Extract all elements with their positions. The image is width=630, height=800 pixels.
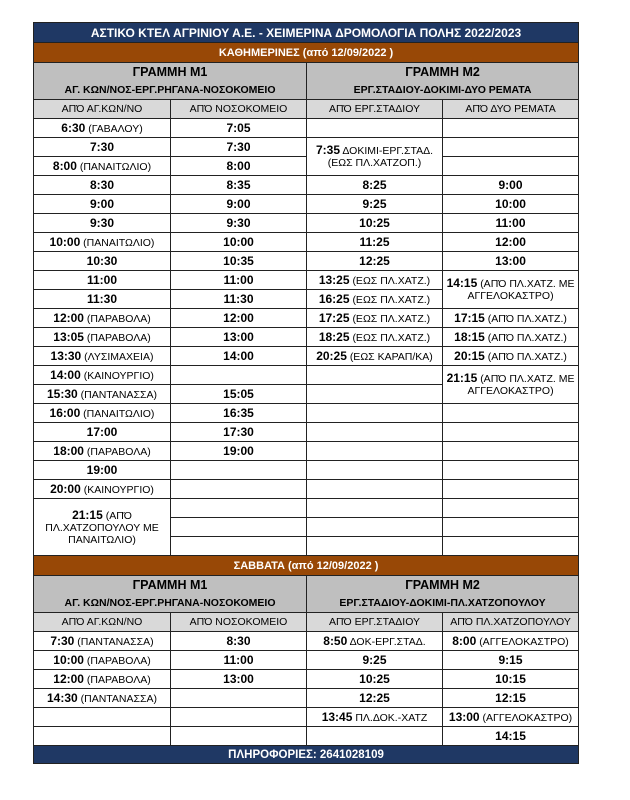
departure-cell [307,138,443,176]
departure-time: 12:15 [495,690,526,705]
departure-cell [443,233,579,252]
column-header: ΑΠΌ ΕΡΓ.ΣΤΑΔΙΟΥ [307,100,443,119]
departure-time: 20:15 [454,348,485,363]
table-row [34,708,579,727]
day-header: ΚΑΘΗΜΕΡΙΝΕΣ (από 12/09/2022 ) [34,43,579,63]
departure-cell [171,309,307,328]
line-name: ΓΡΑΜΜΗ Μ1 [34,576,307,595]
departure-note: (ΠΑΝΑΙΤΩΛΙΟ) [83,236,155,249]
departure-note: (ΕΩΣ ΠΛ.ΧΑΤΖ.) [352,331,431,344]
departure-cell [34,176,171,195]
departure-time: 10:25 [359,671,390,686]
table-row [34,214,579,233]
column-header: ΑΠΌ ΝΟΣΟΚΟΜΕΙΟ [171,613,307,632]
departure-time: 8:30 [226,633,251,648]
departure-cell [307,461,443,480]
departure-time: 9:25 [362,652,387,667]
departure-cell [171,461,307,480]
table-row [34,252,579,271]
departure-time: 9:30 [226,215,251,230]
departure-time: 7:05 [226,120,251,135]
departure-cell [34,157,171,176]
departure-cell [34,689,171,708]
departure-cell [307,442,443,461]
table-row [34,727,579,746]
departure-note: (ΚΑΙΝΟΥΡΓΙΟ) [83,369,154,382]
departure-cell [171,632,307,651]
departure-cell [443,195,579,214]
departure-cell [34,727,171,746]
departure-time: 8:50 [323,633,348,648]
departure-cell [34,290,171,309]
departure-cell [307,689,443,708]
departure-note: (ΕΩΣ ΠΛ.ΧΑΤΖ.) [352,293,431,306]
departure-cell [443,518,579,537]
departure-time: 21:15 [72,507,103,522]
departure-time: 20:25 [316,348,347,363]
departure-cell [443,176,579,195]
column-header-row [34,613,579,632]
departure-cell [171,119,307,138]
day-header-row [34,43,579,63]
departure-cell [171,689,307,708]
departure-cell [171,290,307,309]
departure-cell [34,708,171,727]
departure-time: 17:25 [318,310,350,325]
departure-cell [443,309,579,328]
departure-cell [34,461,171,480]
line-route-row [34,594,579,613]
departure-time: 11:00 [86,272,118,287]
departure-cell [307,518,443,537]
departure-cell [34,499,171,556]
departure-cell [34,347,171,366]
departure-time: 16:25 [318,291,350,306]
departure-time: 8:00 [52,158,77,173]
departure-time: 17:30 [223,424,254,439]
departure-time: 17:00 [86,424,118,439]
departure-note: (ΠΑΡΑΒΟΛΑ) [86,445,151,458]
departure-time: 15:05 [223,386,254,401]
departure-cell [443,651,579,670]
departure-time: 6:30 [61,120,86,135]
departure-cell [171,176,307,195]
departure-cell [307,499,443,518]
departure-cell [34,328,171,347]
departure-cell [34,651,171,670]
line-name: ΓΡΑΜΜΗ Μ2 [307,63,579,82]
departure-time: 13:00 [223,671,254,686]
line-route: ΕΡΓ.ΣΤΑΔΙΟΥ-ΔΟΚΙΜΙ-ΠΛ.ΧΑΤΖΟΠΟΥΛΟΥ [307,594,579,613]
departure-cell [443,708,579,727]
departure-cell [171,480,307,499]
departure-cell [307,651,443,670]
departure-cell [443,214,579,233]
departure-time: 8:00 [226,158,251,173]
departure-note: (ΑΓΓΕΛΟΚΑΣΤΡΟ) [479,635,569,648]
page-title: ΑΣΤΙΚΟ ΚΤΕΛ ΑΓΡΙΝΙΟΥ Α.Ε. - ΧΕΙΜΕΡΙΝΑ ΔΡΟΜΟΛΟΓΙΑ ΠΟΛΗΣ 2022/2023 [34,23,579,43]
departure-cell [307,385,443,404]
departure-cell [34,309,171,328]
departure-cell [171,708,307,727]
departure-cell [443,328,579,347]
table-row [34,423,579,442]
departure-cell [171,366,307,385]
line-route: ΑΓ. ΚΩΝ/ΝΟΣ-ΕΡΓ.ΡΗΓΑΝΑ-ΝΟΣΟΚΟΜΕΙΟ [34,81,307,100]
table-row [34,157,579,176]
departure-cell [307,480,443,499]
line-route: ΕΡΓ.ΣΤΑΔΙΟΥ-ΔΟΚΙΜΙ-ΔΥΟ ΡΕΜΑΤΑ [307,81,579,100]
departure-time: 21:15 [446,371,478,385]
departure-time: 11:00 [495,215,526,230]
departure-cell [443,480,579,499]
departure-cell [34,138,171,157]
column-header: ΑΠΌ ΕΡΓ.ΣΤΑΔΙΟΥ [307,613,443,632]
departure-time: 14:00 [50,367,81,382]
departure-cell [171,233,307,252]
departure-time: 14:00 [223,348,254,363]
table-row [34,670,579,689]
departure-note: (ΠΑΝΤΑΝΑΣΣΑ) [77,635,154,648]
departure-time: 8:30 [89,177,115,192]
departure-cell [34,119,171,138]
table-row [34,233,579,252]
table-row [34,651,579,670]
departure-time: 10:00 [223,234,254,249]
departure-cell [443,271,579,309]
departure-cell [443,632,579,651]
departure-cell [307,271,443,290]
departure-note: (ΑΓΓΕΛΟΚΑΣΤΡΟ) [482,711,573,724]
departure-cell [307,632,443,651]
info-phone: ΠΛΗΡΟΦΟΡΙΕΣ: 2641028109 [34,746,579,764]
table-row [34,366,579,385]
departure-cell [443,138,579,157]
departure-cell [171,727,307,746]
departure-cell [443,727,579,746]
departure-time: 9:25 [362,196,387,211]
departure-time: 10:00 [53,652,84,667]
departure-time: 9:00 [226,196,251,211]
departure-cell [34,404,171,423]
departure-cell [307,176,443,195]
line-route-row [34,81,579,100]
departure-note: ΠΛ.ΔΟΚ.-ΧΑΤΖ [355,711,428,724]
departure-time: 7:30 [226,139,251,154]
departure-note: (ΠΑΡΑΒΟΛΑ) [86,312,151,325]
departure-cell [307,290,443,309]
departure-cell [171,499,307,518]
departure-time: 8:35 [226,177,251,192]
table-row [34,271,579,290]
departure-time: 16:35 [223,405,254,420]
departure-cell [443,499,579,518]
departure-cell [171,423,307,442]
title-row [34,23,579,43]
departure-cell [443,537,579,556]
table-row [34,176,579,195]
departure-time: 11:00 [223,272,254,287]
column-header: ΑΠΌ ΔΥΟ ΡΕΜΑΤΑ [443,100,579,119]
departure-cell [171,214,307,233]
departure-note: (ΑΠΌ ΠΛ.ΧΑΤΖ.) [487,350,567,363]
table-row [34,632,579,651]
departure-cell [307,366,443,385]
column-header: ΑΠΌ ΠΛ.ΧΑΤΖΟΠΟΥΛΟΥ [443,613,579,632]
line-name: ΓΡΑΜΜΗ Μ2 [307,576,579,595]
departure-cell [34,423,171,442]
departure-cell [443,119,579,138]
departure-time: 14:15 [495,728,526,743]
line-name-row [34,576,579,595]
departure-cell [443,442,579,461]
departure-time: 18:00 [53,443,84,458]
departure-time: 7:30 [89,139,115,154]
departure-time: 12:25 [359,690,390,705]
departure-cell [171,518,307,537]
departure-note: (ΑΠΌ ΠΛ.ΧΑΤΖ. ΜΕ ΑΓΓΕΛΟΚΑΣΤΡΟ) [467,278,575,302]
departure-cell [443,157,579,176]
departure-time: 13:30 [50,348,82,363]
departure-cell [171,385,307,404]
day-header: ΣΑΒΒΑΤΑ (από 12/09/2022 ) [34,556,579,576]
departure-cell [171,537,307,556]
departure-time: 9:00 [89,196,115,211]
line-route: ΑΓ. ΚΩΝ/ΝΟΣ-ΕΡΓ.ΡΗΓΑΝΑ-ΝΟΣΟΚΟΜΕΙΟ [34,594,307,613]
departure-note: (ΕΩΣ ΠΛ.ΧΑΤΖ.) [352,312,431,325]
departure-time: 13:00 [448,709,480,724]
departure-time: 13:00 [495,253,526,268]
departure-time: 12:00 [53,671,84,686]
table-row [34,347,579,366]
departure-note: (ΑΠΌ ΠΛ.ΧΑΤΖ.) [487,312,567,325]
departure-note: (ΑΠΌ ΠΛ.ΧΑΤΖΟΠΟΥΛΟΥ ΜΕ ΠΑΝΑΙΤΩΛΙΟ) [45,509,159,546]
departure-time: 10:00 [49,234,81,249]
line-name: ΓΡΑΜΜΗ Μ1 [34,63,307,82]
departure-time: 14:30 [47,690,78,705]
departure-time: 13:05 [53,329,84,344]
departure-time: 10:00 [495,196,526,211]
departure-cell [34,233,171,252]
departure-cell [443,404,579,423]
departure-cell [443,423,579,442]
departure-time: 16:00 [49,405,81,420]
departure-time: 7:30 [50,633,75,648]
departure-cell [34,480,171,499]
departure-note: (ΠΑΡΑΒΟΛΑ) [86,654,151,667]
departure-cell [34,442,171,461]
departure-time: 10:15 [495,671,526,686]
departure-note: (ΠΑΡΑΒΟΛΑ) [86,331,151,344]
departure-time: 14:15 [446,276,478,290]
departure-time: 15:30 [47,386,78,401]
timetable [33,22,578,764]
departure-cell [34,271,171,290]
departure-note: (ΑΠΌ ΠΛ.ΧΑΤΖ.) [487,331,567,344]
departure-note: (ΑΠΌ ΠΛ.ΧΑΤΖ. ΜΕ ΑΓΓΕΛΟΚΑΣΤΡΟ) [467,373,575,397]
departure-time: 10:35 [223,253,254,268]
departure-cell [171,195,307,214]
departure-cell [34,670,171,689]
departure-note: (ΠΑΡΑΒΟΛΑ) [86,673,151,686]
table-row [34,309,579,328]
departure-cell [171,252,307,271]
departure-note: (ΠΑΝΑΙΤΩΛΙΟ) [83,407,155,420]
departure-cell [307,670,443,689]
departure-cell [307,423,443,442]
departure-time: 19:00 [86,462,118,477]
departure-note: ΔΟΚΙΜΙ-ΕΡΓ.ΣΤΑΔ. (ΕΩΣ ΠΛ.ΧΑΤΖΟΠ.) [327,145,434,169]
departure-cell [307,727,443,746]
departure-cell [171,651,307,670]
departure-time: 11:30 [223,291,254,306]
table-row [34,442,579,461]
departure-cell [171,404,307,423]
departure-time: 20:00 [50,481,81,496]
departure-cell [443,252,579,271]
departure-note: (ΚΑΙΝΟΥΡΓΙΟ) [83,483,154,496]
departure-cell [34,252,171,271]
departure-cell [443,670,579,689]
departure-time: 13:25 [318,272,350,287]
departure-cell [307,233,443,252]
departure-cell [443,461,579,480]
departure-cell [171,328,307,347]
departure-time: 8:00 [452,633,477,648]
departure-time: 11:25 [359,234,390,249]
departure-time: 18:15 [454,329,485,344]
departure-time: 9:15 [498,652,523,667]
departure-cell [443,689,579,708]
departure-cell [34,632,171,651]
departure-note: (ΠΑΝΑΙΤΩΛΙΟ) [79,160,152,173]
departure-cell [307,309,443,328]
departure-time: 9:30 [89,215,115,230]
departure-time: 12:00 [53,310,84,325]
departure-cell [34,385,171,404]
departure-time: 11:30 [86,291,118,306]
departure-cell [171,271,307,290]
departure-cell [34,366,171,385]
departure-cell [443,347,579,366]
departure-cell [307,252,443,271]
table-row [34,480,579,499]
departure-time: 13:00 [223,329,254,344]
table-row [34,404,579,423]
departure-time: 8:25 [362,177,387,192]
table-row [34,499,579,518]
departure-cell [171,442,307,461]
departure-cell [34,195,171,214]
table-row [34,138,579,157]
departure-cell [171,670,307,689]
departure-time: 17:15 [454,310,485,325]
column-header: ΑΠΌ ΑΓ.ΚΩΝ/ΝΟ [34,613,171,632]
departure-note: (ΠΑΝΤΑΝΑΣΣΑ) [80,388,157,401]
departure-note: (ΕΩΣ ΠΛ.ΧΑΤΖ.) [352,274,431,287]
departure-cell [171,347,307,366]
departure-note: (ΕΩΣ ΚΑΡΑΠ/ΚΑ) [349,350,433,363]
departure-time: 18:25 [318,329,350,344]
schedule-table [33,22,579,764]
departure-time: 10:30 [86,253,118,268]
table-row [34,119,579,138]
table-row [34,689,579,708]
departure-cell [307,404,443,423]
footer-row [34,746,579,764]
departure-cell [307,328,443,347]
column-header: ΑΠΌ ΝΟΣΟΚΟΜΕΙΟ [171,100,307,119]
departure-cell [307,347,443,366]
departure-time: 9:00 [498,177,523,192]
departure-cell [307,537,443,556]
departure-cell [307,708,443,727]
departure-note: (ΠΑΝΤΑΝΑΣΣΑ) [80,692,157,705]
departure-time: 12:00 [223,310,254,325]
departure-time: 12:25 [359,253,390,268]
column-header-row [34,100,579,119]
departure-cell [307,214,443,233]
departure-cell [34,214,171,233]
departure-cell [307,195,443,214]
line-name-row [34,63,579,82]
departure-cell [307,119,443,138]
departure-note: ΔΟΚ-ΕΡΓ.ΣΤΑΔ. [349,635,426,648]
column-header: ΑΠΌ ΑΓ.ΚΩΝ/ΝΟ [34,100,171,119]
departure-time: 19:00 [223,443,254,458]
departure-note: (ΛΥΣΙΜΑΧΕΙΑ) [84,350,154,363]
departure-cell [171,138,307,157]
table-row [34,195,579,214]
departure-cell [443,366,579,404]
day-header-row [34,556,579,576]
table-row [34,461,579,480]
table-row [34,328,579,347]
departure-time: 7:35 [315,143,341,157]
departure-cell [171,157,307,176]
departure-time: 10:25 [359,215,390,230]
departure-time: 13:45 [321,709,353,724]
departure-time: 12:00 [495,234,526,249]
departure-time: 11:00 [223,652,254,667]
departure-note: (ΓΑΒΑΛΟΥ) [88,122,143,135]
